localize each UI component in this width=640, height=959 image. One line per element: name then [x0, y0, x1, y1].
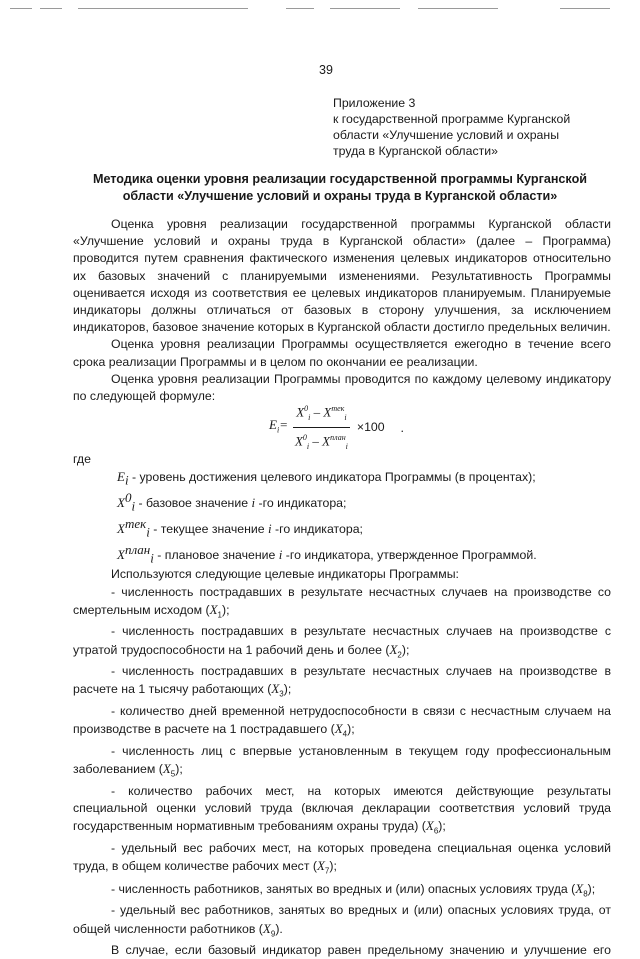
- page-number: 39: [319, 63, 333, 77]
- indicator-item: - численность пострадавших в результате несчастных случаев на производстве в расчете на 1 тысячу работающих $(X_3)$;: [73, 664, 611, 699]
- document-title: [70, 171, 610, 205]
- definition: $X^0_i$ - базовое значение i -го индикатора;: [117, 490, 347, 514]
- formula: [73, 403, 611, 451]
- formula-denominator: $X^0_i - X^{план}_i$: [294, 432, 348, 451]
- formula-lhs: $E_i=$: [269, 416, 288, 435]
- paragraph: Оценка уровня реализации Программы осуществляется ежегодно в течение всего срока реализации Программы и в целом по окончании ее реализации.: [73, 337, 611, 369]
- formula-multiplier: ×100: [356, 419, 385, 434]
- title-line: Методика оценки уровня реализации государственной программы Курганской: [92, 172, 588, 186]
- indicator-item: - удельный вес работников, занятых во вредных и (или) опасных условиях труда, от общей численности работников $(X_9)$.: [73, 903, 611, 939]
- indicator-item: - количество дней временной нетрудоспособности в связи с несчастным случаем на производстве в расчете на 1 пострадавшего $(X_4)$;: [73, 704, 611, 739]
- definition: $E_i$ - уровень достижения целевого индикатора Программы (в процентах);: [117, 469, 536, 488]
- definition: $X^{тек}_i$ - текущее значение i -го индикатора;: [117, 515, 363, 540]
- paragraph: Оценка уровня реализации государственной программы Курганской области «Улучшение условий и охраны труда в Курганской области» (далее – Программа) проводится путем сравнения фактического изменения целевых индикаторов относительно их базовых значений с планируемыми изменениями. Результативность Программы оценивается исходя из соответствия ее целевых индикаторов планируемым. Планируемые индикаторы должны отличаться от базовых в сторону улучшения, за исключением индикаторов, базовое значение которых в Курганской области достигло предельных величин.: [73, 217, 611, 335]
- closing-paragraph: В случае, если базовый индикатор равен предельному значению и улучшение его: [111, 943, 611, 958]
- indicator-item: - численность пострадавших в результате несчастных случаев на производстве со смертельным исходом $(X_1)$;: [73, 584, 611, 620]
- indicators-intro: Используются следующие целевые индикаторы Программы:: [111, 567, 459, 582]
- formula-numerator: $X^0_i - X^{тек}_i$: [293, 400, 349, 428]
- appendix-line: к государственной программе Курганской: [333, 112, 571, 126]
- appendix-line: Приложение 3: [333, 96, 416, 110]
- formula-fraction: [292, 400, 351, 455]
- appendix-block: [333, 95, 623, 159]
- indicator-item: - численность лиц с впервые установленным в текущем году профессиональным заболеванием $(X_5)$;: [73, 743, 611, 779]
- formula-end: .: [400, 419, 404, 435]
- indicator-item: - количество рабочих мест, на которых имеются действующие результаты специальной оценки условий труда (включая декларации соответствия условий труда государственным нормативным требованиям охраны труда) $(X_6)$;: [73, 783, 611, 836]
- where-label: где: [73, 452, 91, 467]
- scan-edge-marks: [0, 0, 640, 14]
- title-line: области «Улучшение условий и охраны труда в Курганской области»: [122, 189, 558, 203]
- indicator-item: - численность пострадавших в результате несчастных случаев на производстве с утратой трудоспособности на 1 рабочий день и более $(X_2)$;: [73, 624, 611, 660]
- definition: $X^{план}_i$ - плановое значение i -го индикатора, утвержденное Программой.: [117, 541, 537, 566]
- document-body: [73, 216, 611, 959]
- paragraph: Оценка уровня реализации Программы проводится по каждому целевому индикатору по следующей формуле:: [73, 371, 611, 404]
- indicator-item: - численность работников, занятых во вредных и (или) опасных условиях труда $(X_8)$;: [111, 880, 596, 899]
- appendix-line: труда в Курганской области»: [333, 144, 498, 158]
- appendix-line: области «Улучшение условий и охраны: [333, 128, 560, 142]
- indicator-item: - удельный вес рабочих мест, на которых проведена специальная оценка условий труда, в общем количестве рабочих мест $(X_7)$;: [73, 840, 611, 876]
